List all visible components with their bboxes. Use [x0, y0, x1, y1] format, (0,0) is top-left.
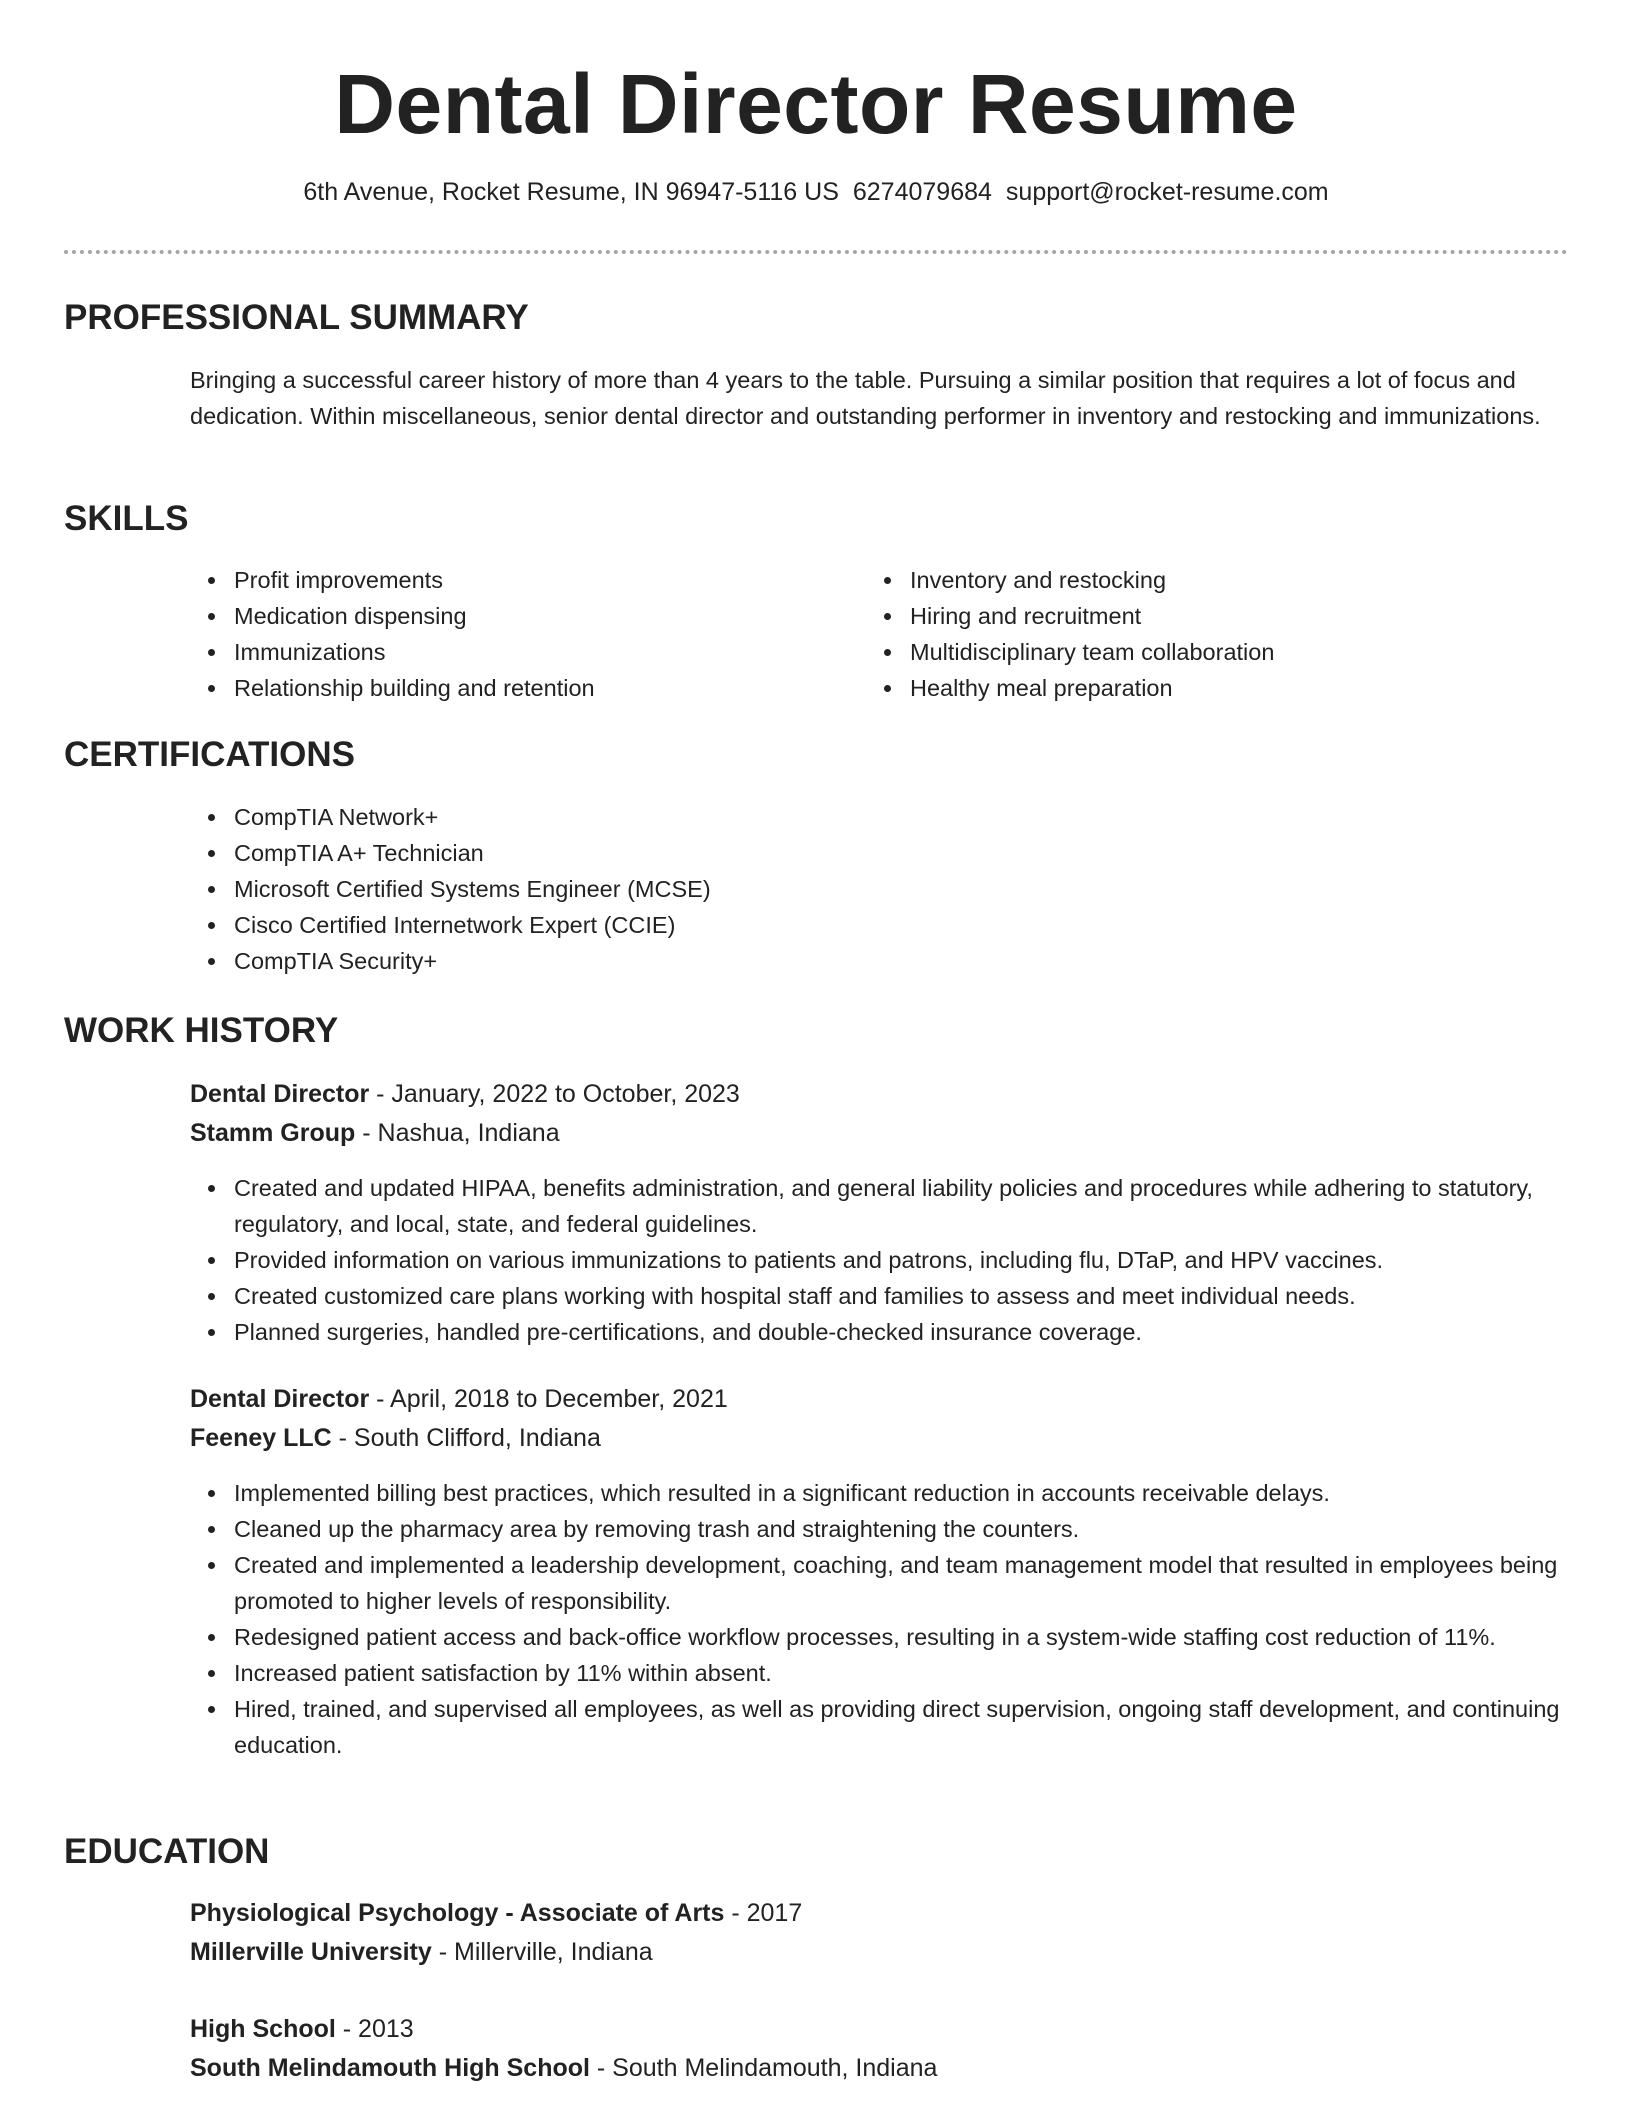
job-company: Stamm Group	[190, 1119, 356, 1147]
list-item: Cleaned up the pharmacy area by removing trash and straightening the counters.	[234, 1511, 1568, 1547]
list-item: Redesigned patient access and back-office workflow processes, resulting in a system-wide staffing cost reduction of 11%.	[234, 1619, 1568, 1655]
education-school-line	[190, 1935, 653, 1969]
header-divider	[64, 250, 1568, 254]
job-location: - South Clifford, Indiana	[331, 1424, 601, 1452]
section-title-education: EDUCATION	[64, 1832, 270, 1871]
list-item: Profit improvements	[234, 562, 854, 598]
list-item: Planned surgeries, handled pre-certifications, and double-checked insurance coverage.	[234, 1314, 1568, 1350]
resume-title: Dental Director Resume	[334, 57, 1298, 151]
job-company-line	[190, 1421, 601, 1455]
section-title-summary: PROFESSIONAL SUMMARY	[64, 298, 529, 337]
education-school-line	[190, 2051, 937, 2085]
education-degree: Physiological Psychology - Associate of Arts	[190, 1899, 725, 1927]
education-year: - 2017	[724, 1899, 803, 1927]
list-item: Medication dispensing	[234, 598, 854, 634]
skills-list-right	[866, 562, 1610, 706]
certifications-list	[190, 799, 1534, 979]
list-item: Created and implemented a leadership development, coaching, and team management model that resulted in employees being promoted to higher levels of responsibility.	[234, 1547, 1568, 1619]
contact-phone: 6274079684	[852, 178, 992, 206]
job-dates: - January, 2022 to October, 2023	[369, 1080, 740, 1108]
list-item: Microsoft Certified Systems Engineer (MCSE)	[234, 871, 1534, 907]
education-school: South Melindamouth High School	[190, 2054, 590, 2082]
job-bullets	[190, 1170, 1568, 1350]
job-location: - Nashua, Indiana	[355, 1119, 560, 1147]
list-item: Increased patient satisfaction by 11% within absent.	[234, 1655, 1568, 1691]
education-degree-line	[190, 1896, 802, 1930]
list-item: Multidisciplinary team collaboration	[910, 634, 1610, 670]
list-item: Created customized care plans working with hospital staff and families to assess and meet individual needs.	[234, 1278, 1568, 1314]
education-year: - 2013	[335, 2015, 414, 2043]
list-item: Created and updated HIPAA, benefits administration, and general liability policies and procedures while adhering to statutory, regulatory, and local, state, and federal guidelines.	[234, 1170, 1568, 1242]
education-school: Millerville University	[190, 1938, 432, 1966]
section-title-certifications: CERTIFICATIONS	[64, 735, 356, 774]
job-title-line	[190, 1077, 740, 1111]
job-bullets	[190, 1475, 1568, 1763]
list-item: Inventory and restocking	[910, 562, 1610, 598]
contact-address: 6th Avenue, Rocket Resume, IN 96947-5116 US	[303, 178, 839, 206]
list-item: Implemented billing best practices, which resulted in a significant reduction in accounts receivable delays.	[234, 1475, 1568, 1511]
list-item: Healthy meal preparation	[910, 670, 1610, 706]
job-role: Dental Director	[190, 1385, 370, 1413]
list-item: CompTIA Security+	[234, 943, 1534, 979]
education-location: - Millerville, Indiana	[431, 1938, 653, 1966]
list-item: CompTIA A+ Technician	[234, 835, 1534, 871]
section-title-skills: SKILLS	[64, 499, 189, 538]
contact-email: support@rocket-resume.com	[1005, 178, 1329, 206]
education-degree: High School	[190, 2015, 336, 2043]
section-title-work-history: WORK HISTORY	[64, 1011, 339, 1050]
job-company: Feeney LLC	[190, 1424, 332, 1452]
list-item: Cisco Certified Internetwork Expert (CCIE)	[234, 907, 1534, 943]
resume-page	[64, 0, 1568, 2082]
contact-line	[64, 176, 1568, 208]
job-title-line	[190, 1382, 728, 1416]
skills-list-left	[190, 562, 854, 706]
list-item: CompTIA Network+	[234, 799, 1534, 835]
education-degree-line	[190, 2012, 414, 2046]
job-dates: - April, 2018 to December, 2021	[369, 1385, 728, 1413]
list-item: Hiring and recruitment	[910, 598, 1610, 634]
list-item: Relationship building and retention	[234, 670, 854, 706]
list-item: Hired, trained, and supervised all employees, as well as providing direct supervision, ongoing staff development, and continuing education.	[234, 1691, 1568, 1763]
education-location: - South Melindamouth, Indiana	[589, 2054, 938, 2082]
job-role: Dental Director	[190, 1080, 370, 1108]
summary-text: Bringing a successful career history of more than 4 years to the table. Pursuing a similar position that requires a lot of focus and dedication. Within miscellaneous, senior dental director and outstanding performer in inventory and restocking and immunizations.	[190, 367, 1541, 429]
list-item: Provided information on various immunizations to patients and patrons, including flu, DTaP, and HPV vaccines.	[234, 1242, 1568, 1278]
job-company-line	[190, 1116, 560, 1150]
list-item: Immunizations	[234, 634, 854, 670]
